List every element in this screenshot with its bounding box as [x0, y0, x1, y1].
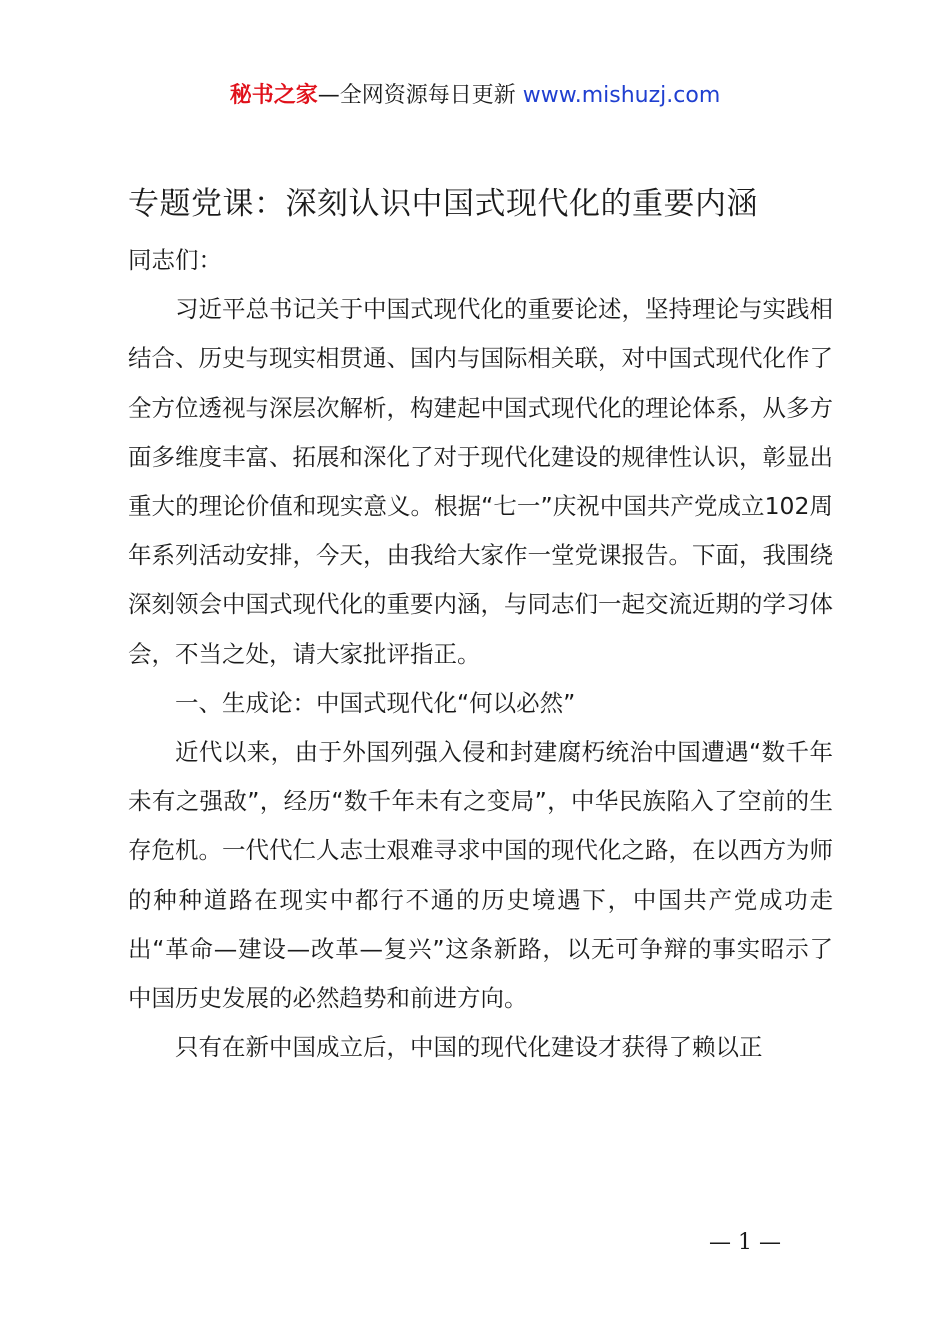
paragraph-intro: 习近平总书记关于中国式现代化的重要论述，坚持理论与实践相结合、历史与现实相贯通、国内与国际相关联，对中国式现代化作了全方位透视与深层次解析，构建起中国式现代化的理论体系，从多方面多维度丰富、拓展和深化了对于现代化建设的规律性认识，彰显出重大的理论价值和现实意义。根据“七一”庆祝中国共产党成立102周年系列活动安排，今天，由我给大家作一堂党课报告。下面，我围绕深刻领会中国式现代化的重要内涵，与同志们一起交流近期的学习体会，不当之处，请大家批评指正。 — [128, 295, 833, 668]
document-body — [128, 236, 833, 1072]
site-url-link[interactable]: www.mishuzj.com — [522, 83, 721, 108]
paragraph-body: 只有在新中国成立后，中国的现代化建设才获得了赖以正 — [175, 1033, 763, 1062]
page-number: — 1 — — [709, 1230, 781, 1255]
site-header — [0, 80, 950, 112]
brand-name: 秘书之家 — [229, 83, 318, 108]
salutation: 同志们： — [128, 246, 222, 274]
document-title: 专题党课：深刻认识中国式现代化的重要内涵 — [128, 186, 758, 222]
paragraph-body: 近代以来，由于外国列强入侵和封建腐朽统治中国遭遇“数千年未有之强敌”，经历“数千年未有之变局”，中华民族陷入了空前的生存危机。一代代仁人志士艰难寻求中国的现代化之路，在以西方为师的种种道路在现实中都行不通的历史境遇下，中国共产党成功走出“革命—建设—改革—复兴”这条新路，以无可争辩的事实昭示了中国历史发展的必然趋势和前进方向。 — [128, 738, 833, 1013]
section-heading: 一、生成论：中国式现代化“何以必然” — [175, 688, 576, 717]
header-slogan: —全网资源每日更新 — [317, 83, 516, 108]
